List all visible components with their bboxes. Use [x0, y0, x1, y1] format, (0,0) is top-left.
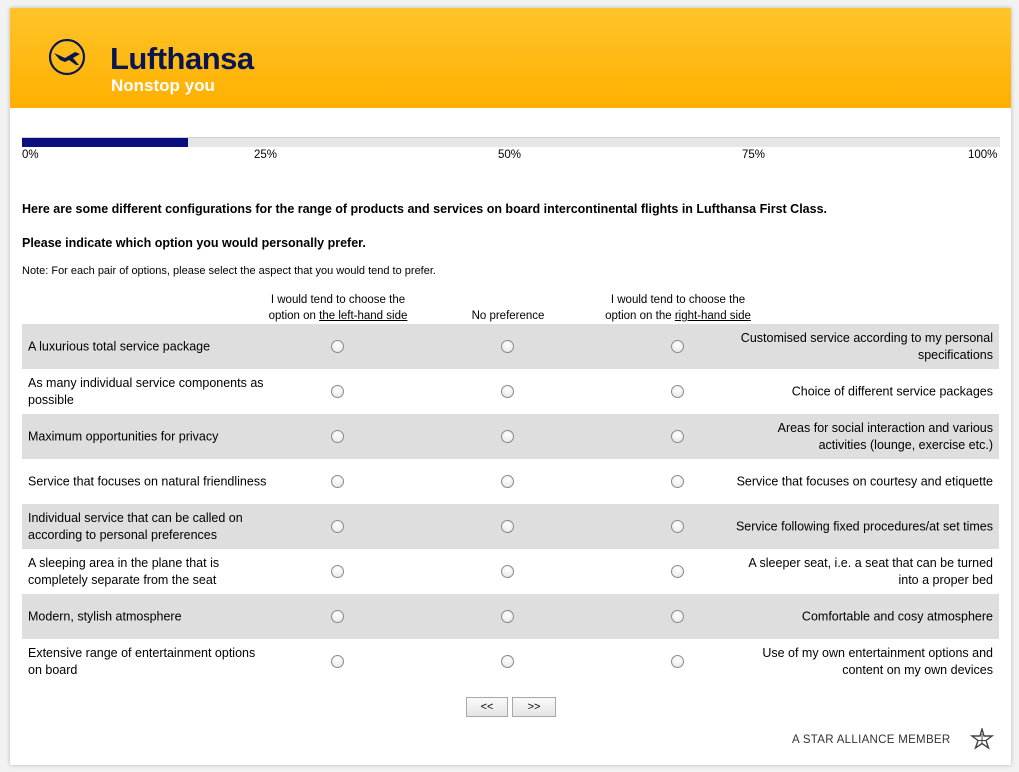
brand-name: Lufthansa	[110, 41, 254, 76]
table-row	[22, 594, 999, 639]
radio-no-preference[interactable]	[501, 655, 514, 668]
survey-page	[10, 8, 1011, 765]
question-note: Note: For each pair of options, please select the aspect that you would tend to prefer.	[22, 265, 436, 277]
table-row	[22, 324, 999, 369]
radio-left[interactable]	[331, 340, 344, 353]
progress-label-0: 0%	[22, 149, 39, 161]
radio-left[interactable]	[331, 430, 344, 443]
table-row	[22, 504, 999, 549]
progress-bar	[22, 137, 1000, 147]
radio-no-preference[interactable]	[501, 610, 514, 623]
radio-right[interactable]	[671, 655, 684, 668]
row-right-option: Choice of different service packages	[791, 384, 993, 398]
progress-label-50: 50%	[498, 149, 522, 161]
progress-bar-fill	[22, 138, 188, 147]
radio-right[interactable]	[671, 385, 684, 398]
radio-left[interactable]	[331, 565, 344, 578]
radio-left[interactable]	[331, 520, 344, 533]
radio-no-preference[interactable]	[501, 430, 514, 443]
radio-right[interactable]	[671, 475, 684, 488]
radio-no-preference[interactable]	[501, 520, 514, 533]
row-right-option: Comfortable and cosy atmosphere	[801, 609, 993, 623]
radio-left[interactable]	[331, 655, 344, 668]
question-prompt: Please indicate which option you would personally prefer.	[22, 236, 366, 250]
row-left-option: As many individual service components as possible	[28, 375, 264, 407]
radio-right[interactable]	[671, 610, 684, 623]
row-right-option: Use of my own entertainment options and content on my own devices	[762, 645, 993, 677]
progress-label-75: 75%	[742, 149, 766, 161]
progress-label-100: 100%	[968, 149, 998, 161]
column-right-line2: option on the	[605, 310, 675, 322]
options-table	[22, 324, 999, 684]
radio-left[interactable]	[331, 610, 344, 623]
table-row	[22, 369, 999, 414]
brand-tagline: Nonstop you	[111, 76, 215, 95]
radio-right[interactable]	[671, 520, 684, 533]
next-button[interactable]: >>	[512, 697, 556, 717]
table-row	[22, 549, 999, 594]
radio-no-preference[interactable]	[501, 565, 514, 578]
column-left-line2: option on	[268, 310, 320, 322]
row-left-option: Modern, stylish atmosphere	[28, 609, 182, 623]
star-alliance-icon	[970, 728, 994, 750]
radio-right[interactable]	[671, 565, 684, 578]
table-row	[22, 459, 999, 504]
row-left-option: Maximum opportunities for privacy	[28, 429, 219, 443]
row-left-option: A luxurious total service package	[28, 339, 211, 353]
header-banner	[10, 8, 1011, 108]
radio-left[interactable]	[331, 475, 344, 488]
column-left-link: the left-hand side	[319, 310, 408, 322]
row-right-option: Service that focuses on courtesy and etiquette	[736, 474, 993, 488]
star-alliance-label: A STAR ALLIANCE MEMBER	[792, 734, 951, 746]
lufthansa-crane-icon	[48, 38, 86, 76]
row-right-option: Areas for social interaction and various activities (lounge, exercise etc.)	[777, 420, 993, 452]
column-header-right	[588, 292, 768, 324]
row-left-option: Extensive range of entertainment options on board	[28, 645, 256, 677]
table-row	[22, 639, 999, 684]
question-intro: Here are some different configurations for the range of products and services on board intercontinental flights in Lufthansa First Class.	[22, 202, 827, 216]
radio-no-preference[interactable]	[501, 385, 514, 398]
column-right-line1: I would tend to choose the	[610, 294, 746, 306]
row-right-option: Service following fixed procedures/at set times	[735, 519, 993, 533]
back-button[interactable]: <<	[466, 697, 508, 717]
row-right-option: Customised service according to my personal specifications	[740, 330, 993, 362]
column-header-middle: No preference	[471, 310, 545, 322]
radio-no-preference[interactable]	[501, 475, 514, 488]
column-right-link: right-hand side	[674, 310, 751, 322]
row-left-option: A sleeping area in the plane that is completely separate from the seat	[28, 555, 220, 587]
progress-label-25: 25%	[254, 149, 278, 161]
radio-left[interactable]	[331, 385, 344, 398]
table-row	[22, 414, 999, 459]
row-left-option: Individual service that can be called on according to personal preferences	[28, 510, 243, 542]
column-header-left	[248, 292, 428, 324]
column-left-line1: I would tend to choose the	[270, 294, 406, 306]
radio-right[interactable]	[671, 430, 684, 443]
radio-no-preference[interactable]	[501, 340, 514, 353]
radio-right[interactable]	[671, 340, 684, 353]
row-right-option: A sleeper seat, i.e. a seat that can be turned into a proper bed	[748, 555, 993, 587]
row-left-option: Service that focuses on natural friendliness	[28, 474, 267, 488]
